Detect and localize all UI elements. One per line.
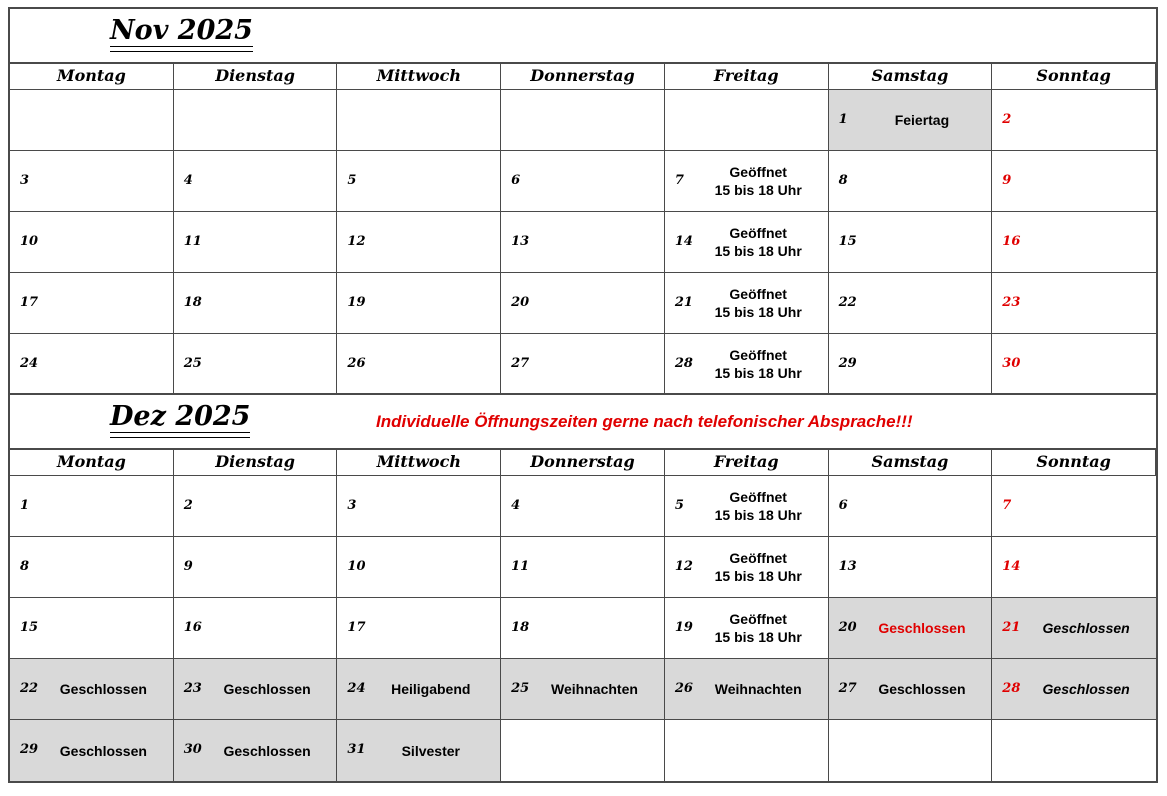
day-number: 24	[347, 681, 366, 696]
day-note: Weihnachten	[714, 681, 802, 697]
weekday-header: Sonntag	[992, 64, 1156, 90]
weekday-header: Montag	[10, 64, 174, 90]
day-number: 17	[347, 620, 366, 635]
day-cell	[337, 151, 501, 212]
day-number: 2	[1002, 112, 1012, 127]
day-cell	[829, 334, 993, 395]
month-title: Nov 2025	[110, 15, 253, 46]
day-cell	[665, 476, 829, 537]
day-cell	[10, 537, 174, 598]
day-number: 10	[20, 234, 39, 249]
day-note: Geöffnet 15 bis 18 Uhr	[714, 611, 802, 645]
day-number: 16	[1002, 234, 1021, 249]
weekday-header: Samstag	[829, 450, 993, 476]
weekday-header: Dienstag	[174, 64, 338, 90]
day-number: 21	[1002, 620, 1021, 635]
day-number: 1	[838, 112, 848, 127]
day-cell	[665, 212, 829, 273]
day-number: 29	[838, 356, 857, 371]
month-title-row	[10, 395, 1156, 450]
day-number: 15	[838, 234, 857, 249]
day-number: 8	[838, 173, 848, 188]
day-number: 3	[347, 498, 357, 513]
day-note: Geschlossen	[223, 681, 311, 697]
day-cell	[501, 151, 665, 212]
calendar	[8, 7, 1158, 783]
day-number: 26	[347, 356, 366, 371]
day-number: 21	[674, 295, 693, 310]
month-section	[10, 395, 1156, 781]
day-number: 12	[347, 234, 366, 249]
day-cell	[501, 598, 665, 659]
day-note: Geöffnet 15 bis 18 Uhr	[714, 225, 802, 259]
day-number: 24	[20, 356, 39, 371]
day-cell	[10, 90, 174, 151]
day-cell	[174, 273, 338, 334]
day-number: 11	[183, 234, 202, 249]
day-cell	[337, 90, 501, 151]
day-number: 6	[838, 498, 848, 513]
day-number: 11	[511, 559, 530, 574]
day-note: Geöffnet 15 bis 18 Uhr	[714, 550, 802, 584]
day-cell	[829, 90, 993, 151]
day-cell	[665, 334, 829, 395]
day-cell	[992, 151, 1156, 212]
day-number: 17	[20, 295, 39, 310]
day-cell	[10, 476, 174, 537]
day-number: 12	[674, 559, 693, 574]
weekday-header: Freitag	[665, 450, 829, 476]
day-number: 5	[674, 498, 684, 513]
day-number: 1	[20, 498, 30, 513]
day-note: Geschlossen	[59, 742, 147, 759]
day-cell	[174, 334, 338, 395]
day-number: 16	[183, 620, 202, 635]
day-cell	[501, 537, 665, 598]
day-cell	[337, 598, 501, 659]
day-number: 23	[183, 681, 202, 696]
day-cell	[829, 720, 993, 781]
day-number: 14	[674, 234, 693, 249]
day-note: Geschlossen	[1042, 681, 1130, 697]
day-number: 15	[20, 620, 39, 635]
day-cell	[337, 537, 501, 598]
day-note: Geschlossen	[1042, 620, 1130, 636]
weekday-header: Donnerstag	[501, 450, 665, 476]
day-number: 7	[1002, 498, 1012, 513]
day-number: 19	[674, 620, 693, 635]
day-cell	[829, 659, 993, 720]
day-cell	[174, 659, 338, 720]
day-cell	[992, 476, 1156, 537]
day-number: 30	[1002, 356, 1021, 371]
day-number: 3	[20, 173, 30, 188]
month-grid	[10, 450, 1156, 781]
day-note: Feiertag	[894, 112, 950, 128]
weekday-header: Freitag	[665, 64, 829, 90]
day-note: Geöffnet 15 bis 18 Uhr	[714, 489, 802, 523]
day-cell	[665, 273, 829, 334]
day-number: 7	[674, 173, 684, 188]
day-number: 30	[183, 742, 202, 757]
day-cell	[829, 212, 993, 273]
day-number: 20	[838, 620, 857, 635]
day-cell	[337, 659, 501, 720]
day-note: Geschlossen	[878, 681, 966, 697]
day-number: 25	[511, 681, 530, 696]
day-number: 22	[838, 295, 857, 310]
day-cell	[665, 151, 829, 212]
day-cell	[174, 537, 338, 598]
weekday-header: Dienstag	[174, 450, 338, 476]
day-number: 26	[674, 681, 693, 696]
day-cell	[665, 537, 829, 598]
day-number: 29	[20, 742, 39, 757]
day-number: 6	[511, 173, 521, 188]
weekday-header: Donnerstag	[501, 64, 665, 90]
day-cell	[10, 720, 174, 781]
day-cell	[829, 476, 993, 537]
day-number: 2	[183, 498, 193, 513]
day-cell	[337, 720, 501, 781]
day-cell	[665, 720, 829, 781]
day-cell	[174, 598, 338, 659]
day-cell	[665, 659, 829, 720]
day-cell	[10, 659, 174, 720]
day-number: 20	[511, 295, 530, 310]
day-note: Silvester	[401, 742, 460, 759]
day-cell	[337, 212, 501, 273]
day-number: 19	[347, 295, 366, 310]
day-cell	[501, 273, 665, 334]
day-cell	[174, 720, 338, 781]
day-note: Geöffnet 15 bis 18 Uhr	[714, 346, 802, 381]
day-number: 18	[511, 620, 530, 635]
day-cell	[992, 720, 1156, 781]
day-number: 4	[511, 498, 521, 513]
day-note: Heiligabend	[391, 681, 471, 697]
day-cell	[10, 151, 174, 212]
day-number: 25	[183, 356, 202, 371]
day-number: 18	[183, 295, 202, 310]
day-note: Geschlossen	[223, 742, 311, 759]
day-cell	[174, 151, 338, 212]
day-cell	[992, 537, 1156, 598]
day-cell	[501, 334, 665, 395]
weekday-header: Samstag	[829, 64, 993, 90]
month-grid	[10, 64, 1156, 395]
day-number: 9	[183, 559, 193, 574]
month-title: Dez 2025	[110, 401, 251, 432]
day-note: Geschlossen	[59, 681, 147, 697]
day-number: 14	[1002, 559, 1021, 574]
day-cell	[992, 273, 1156, 334]
day-cell	[501, 90, 665, 151]
weekday-header: Mittwoch	[337, 450, 501, 476]
day-cell	[992, 334, 1156, 395]
day-number: 28	[674, 356, 693, 371]
month-title-row	[10, 9, 1156, 64]
day-note: Weihnachten	[551, 681, 638, 697]
day-cell	[10, 273, 174, 334]
day-cell	[174, 212, 338, 273]
day-cell	[501, 212, 665, 273]
day-number: 8	[20, 559, 30, 574]
day-cell	[501, 720, 665, 781]
day-number: 28	[1002, 681, 1021, 696]
day-cell	[992, 598, 1156, 659]
month-section	[10, 9, 1156, 395]
day-note: Geöffnet 15 bis 18 Uhr	[714, 164, 802, 198]
day-cell	[337, 476, 501, 537]
weekday-header: Sonntag	[992, 450, 1156, 476]
day-number: 27	[511, 356, 530, 371]
day-number: 5	[347, 173, 357, 188]
day-cell	[829, 273, 993, 334]
day-cell	[174, 90, 338, 151]
day-number: 9	[1002, 173, 1012, 188]
day-number: 10	[347, 559, 366, 574]
day-number: 27	[838, 681, 857, 696]
weekday-header: Montag	[10, 450, 174, 476]
day-cell	[501, 659, 665, 720]
day-number: 22	[20, 681, 39, 696]
day-cell	[829, 598, 993, 659]
day-cell	[829, 537, 993, 598]
day-number: 23	[1002, 295, 1021, 310]
day-cell	[829, 151, 993, 212]
day-note: Geöffnet 15 bis 18 Uhr	[714, 286, 802, 320]
day-number: 4	[183, 173, 193, 188]
day-number: 31	[347, 742, 366, 757]
day-cell	[10, 598, 174, 659]
opening-hours-notice: Individuelle Öffnungszeiten gerne nach telefonischer Absprache!!!	[376, 412, 913, 431]
day-cell	[501, 476, 665, 537]
day-cell	[992, 90, 1156, 151]
day-number: 13	[838, 559, 857, 574]
day-cell	[665, 598, 829, 659]
day-note: Geschlossen	[878, 620, 966, 636]
day-cell	[174, 476, 338, 537]
day-cell	[10, 212, 174, 273]
day-cell	[10, 334, 174, 395]
day-cell	[992, 212, 1156, 273]
day-cell	[337, 334, 501, 395]
day-number: 13	[511, 234, 530, 249]
day-cell	[992, 659, 1156, 720]
day-cell	[665, 90, 829, 151]
weekday-header: Mittwoch	[337, 64, 501, 90]
day-cell	[337, 273, 501, 334]
